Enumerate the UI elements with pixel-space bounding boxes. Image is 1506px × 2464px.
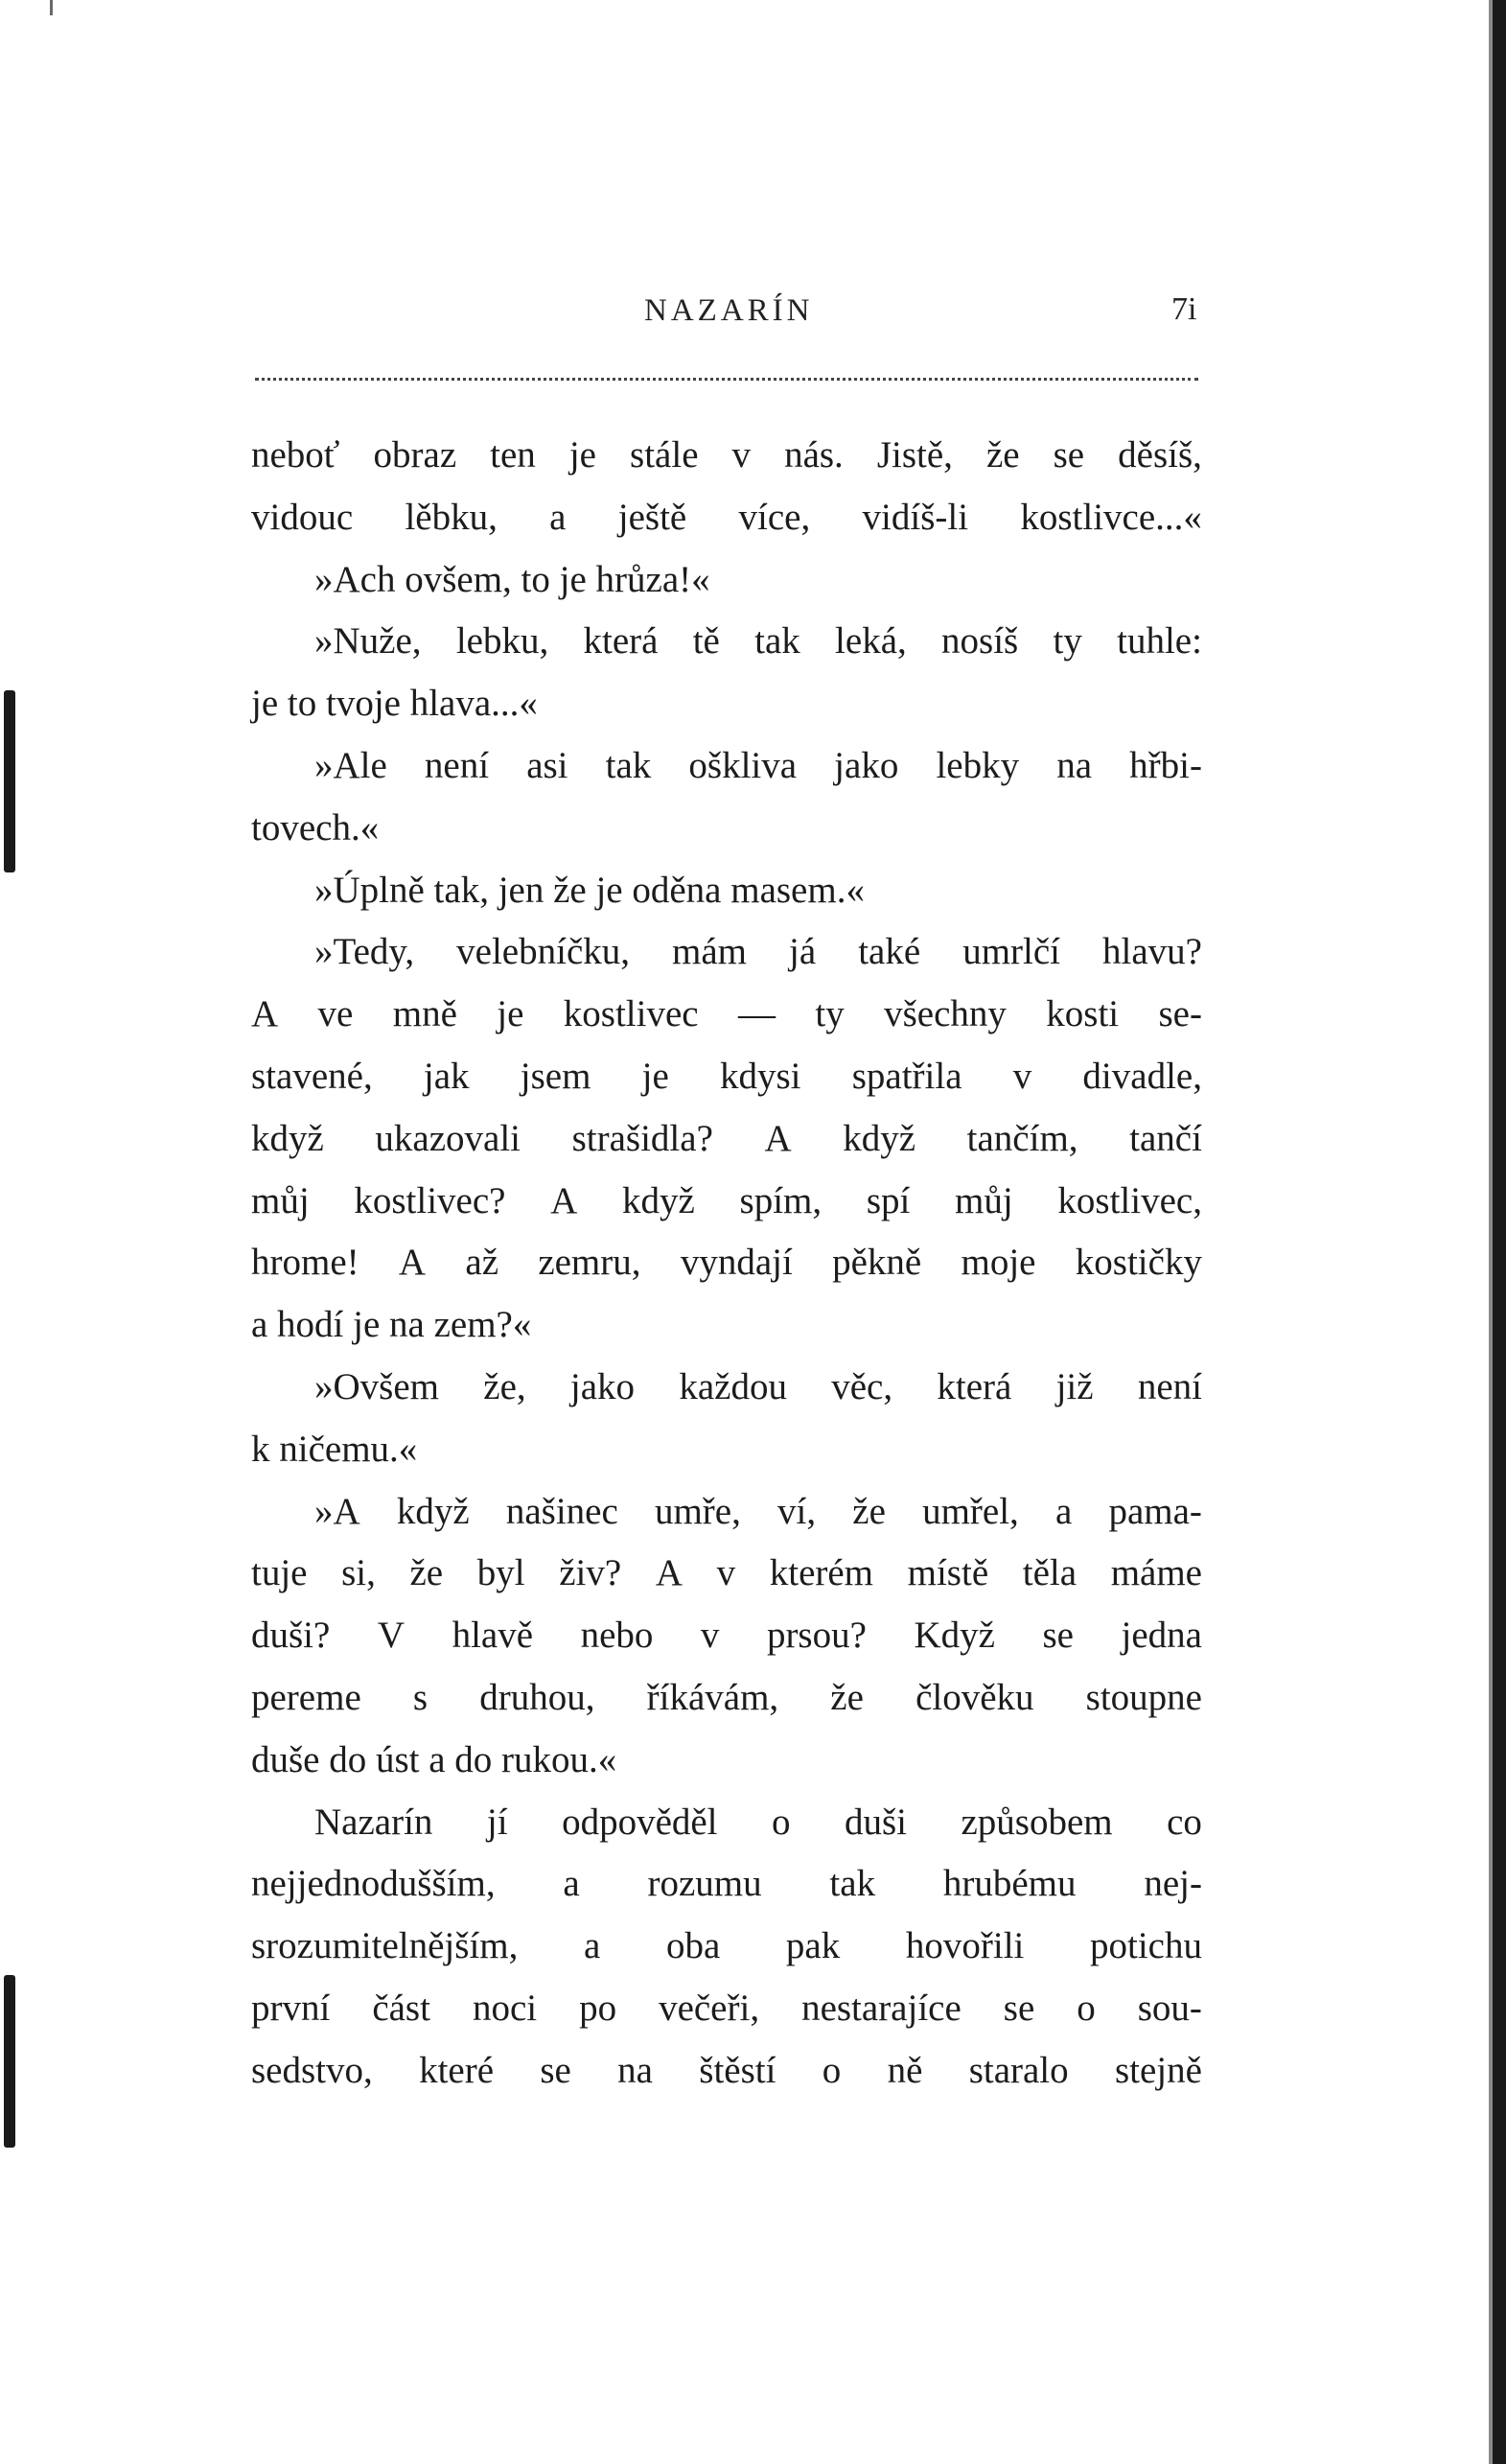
text-line: pereme s druhou, říkávám, že člověku stoupne [251, 1676, 1202, 1718]
scan-mark-top [50, 0, 53, 15]
text-line: »A když našinec umře, ví, že umřel, a pama- [314, 1490, 1202, 1532]
text-line: tovech.« [251, 806, 380, 848]
text-line: a hodí je na zem?« [251, 1304, 532, 1346]
text-line: neboť obraz ten je stále v nás. Jistě, že se děsíš, [251, 434, 1202, 476]
text-line: »Tedy, velebníčku, mám já také umrlčí hlavu? [314, 931, 1202, 973]
text-body [251, 425, 1202, 2103]
text-line: stavené, jak jsem je kdysi spatřila v divadle, [251, 1055, 1202, 1097]
text-line: srozumitelnějším, a oba pak hovořili potichu [251, 1925, 1202, 1967]
text-line: tuje si, že byl živ? A v kterém místě těla máme [251, 1552, 1202, 1594]
text-line: sedstvo, které se na štěstí o ně staralo stejně [251, 2049, 1202, 2091]
scan-mark-left-upper [4, 690, 15, 872]
text-line: »Ach ovšem, to je hrůza!« [314, 558, 710, 600]
text-line: první část noci po večeři, nestarajíce se o sou- [251, 1987, 1202, 2029]
text-line: »Úplně tak, jen že je oděna masem.« [314, 869, 865, 911]
text-line: »Ale není asi tak oškliva jako lebky na hřbi- [314, 744, 1202, 786]
text-line: můj kostlivec? A když spím, spí můj kostlivec, [251, 1179, 1202, 1221]
text-line: »Ovšem že, jako každou věc, která již není [314, 1365, 1202, 1407]
text-line: vidouc lěbku, a ještě více, vidíš-li kostlivce...« [251, 496, 1202, 538]
text-line: Nazarín jí odpověděl o duši způsobem co [314, 1801, 1202, 1843]
scan-edge-right [1493, 0, 1506, 2464]
text-line: nejjednodušším, a rozumu tak hrubému nej- [251, 1863, 1202, 1905]
text-line: hrome! A až zemru, vyndají pěkně moje kostičky [251, 1242, 1202, 1284]
scan-mark-left-lower [4, 1975, 15, 2148]
text-line: když ukazovali strašidla? A když tančím, tančí [251, 1117, 1202, 1159]
page-number: 7i [1171, 291, 1197, 327]
text-line: k ničemu.« [251, 1428, 418, 1470]
text-line: »Nuže, lebku, která tě tak leká, nosíš ty tuhle: [314, 620, 1202, 662]
text-line: duši? V hlavě nebo v prsou? Když se jedna [251, 1615, 1202, 1657]
text-line: A ve mně je kostlivec — ty všechny kosti se- [251, 993, 1202, 1035]
header-rule [255, 378, 1198, 381]
running-head [0, 288, 1506, 336]
running-title: NAZARÍN [644, 293, 814, 328]
text-line: je to tvoje hlava...« [251, 683, 538, 725]
text-line: duše do úst a do rukou.« [251, 1738, 617, 1780]
